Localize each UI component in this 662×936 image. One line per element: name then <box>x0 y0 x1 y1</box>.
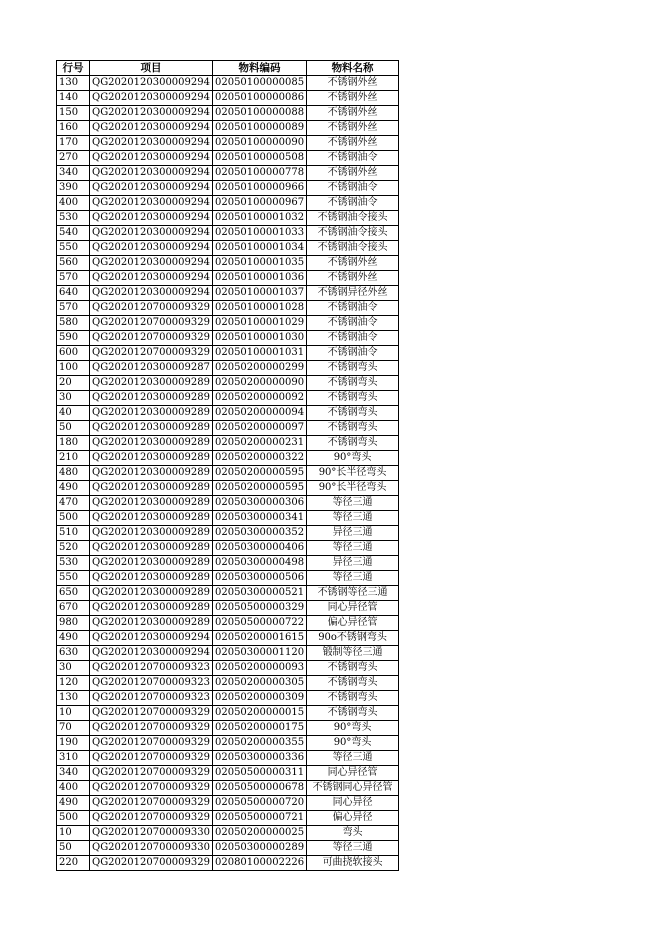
cell-material-name: 不锈钢弯头 <box>307 691 399 706</box>
cell-material-code: 02050100001030 <box>212 331 306 346</box>
cell-material-code: 02050300000336 <box>212 751 306 766</box>
table-row <box>57 601 399 616</box>
cell-line-no: 150 <box>57 106 90 121</box>
cell-line-no: 980 <box>57 616 90 631</box>
cell-project: QG2020120300009289 <box>90 496 213 511</box>
cell-project: QG2020120300009294 <box>90 256 213 271</box>
table-row <box>57 781 399 796</box>
cell-project: QG2020120300009289 <box>90 571 213 586</box>
cell-project: QG2020120700009330 <box>90 841 213 856</box>
cell-material-code: 02050300000306 <box>212 496 306 511</box>
cell-line-no: 120 <box>57 676 90 691</box>
table-row <box>57 511 399 526</box>
cell-project: QG2020120300009294 <box>90 166 213 181</box>
cell-material-code: 02050100000085 <box>212 76 306 91</box>
cell-material-code: 02050100001034 <box>212 241 306 256</box>
cell-material-code: 02050100000086 <box>212 91 306 106</box>
table-row <box>57 361 399 376</box>
cell-material-code: 02050200000355 <box>212 736 306 751</box>
table-row <box>57 616 399 631</box>
table-row <box>57 226 399 241</box>
cell-project: QG2020120700009329 <box>90 316 213 331</box>
cell-line-no: 130 <box>57 691 90 706</box>
header-line-no: 行号 <box>57 61 90 76</box>
cell-project: QG2020120300009294 <box>90 76 213 91</box>
cell-project: QG2020120700009329 <box>90 856 213 871</box>
cell-project: QG2020120300009294 <box>90 106 213 121</box>
cell-line-no: 400 <box>57 781 90 796</box>
cell-material-code: 02050300000406 <box>212 541 306 556</box>
cell-project: QG2020120700009329 <box>90 331 213 346</box>
cell-line-no: 570 <box>57 271 90 286</box>
table-row <box>57 316 399 331</box>
cell-line-no: 550 <box>57 241 90 256</box>
table-row <box>57 751 399 766</box>
table-row <box>57 856 399 871</box>
cell-line-no: 400 <box>57 196 90 211</box>
header-row <box>57 61 399 76</box>
cell-material-name: 不锈钢弯头 <box>307 406 399 421</box>
cell-material-name: 不锈钢弯头 <box>307 421 399 436</box>
cell-material-name: 不锈钢油令接头 <box>307 211 399 226</box>
table-row <box>57 451 399 466</box>
table-row <box>57 571 399 586</box>
cell-material-code: 02050100001028 <box>212 301 306 316</box>
cell-material-name: 不锈钢油令 <box>307 196 399 211</box>
cell-project: QG2020120300009289 <box>90 406 213 421</box>
cell-material-name: 同心异径管 <box>307 601 399 616</box>
header-material-name: 物料名称 <box>307 61 399 76</box>
cell-line-no: 310 <box>57 751 90 766</box>
cell-material-code: 02050500000678 <box>212 781 306 796</box>
cell-material-code: 02050200000025 <box>212 826 306 841</box>
cell-material-code: 02050100001037 <box>212 286 306 301</box>
cell-material-name: 等径三通 <box>307 751 399 766</box>
cell-project: QG2020120300009289 <box>90 601 213 616</box>
cell-material-code: 02050300000341 <box>212 511 306 526</box>
cell-material-code: 02050200000097 <box>212 421 306 436</box>
cell-material-name: 90°弯头 <box>307 451 399 466</box>
cell-project: QG2020120300009294 <box>90 151 213 166</box>
cell-material-name: 不锈钢油令 <box>307 346 399 361</box>
table-row <box>57 556 399 571</box>
cell-material-name: 不锈钢异径外丝 <box>307 286 399 301</box>
cell-material-code: 02050100001031 <box>212 346 306 361</box>
cell-line-no: 600 <box>57 346 90 361</box>
cell-project: QG2020120700009329 <box>90 781 213 796</box>
cell-material-code: 02050200000595 <box>212 481 306 496</box>
cell-line-no: 670 <box>57 601 90 616</box>
cell-project: QG2020120300009294 <box>90 196 213 211</box>
cell-line-no: 20 <box>57 376 90 391</box>
cell-material-code: 02050200000305 <box>212 676 306 691</box>
cell-project: QG2020120300009294 <box>90 646 213 661</box>
cell-line-no: 530 <box>57 556 90 571</box>
cell-material-name: 90°长半径弯头 <box>307 466 399 481</box>
cell-line-no: 220 <box>57 856 90 871</box>
cell-material-name: 不锈钢油令接头 <box>307 226 399 241</box>
table-row <box>57 271 399 286</box>
cell-project: QG2020120300009289 <box>90 421 213 436</box>
cell-project: QG2020120300009289 <box>90 481 213 496</box>
table-row <box>57 241 399 256</box>
cell-line-no: 630 <box>57 646 90 661</box>
table-row <box>57 526 399 541</box>
cell-line-no: 340 <box>57 766 90 781</box>
cell-project: QG2020120700009323 <box>90 691 213 706</box>
table-header <box>57 61 399 76</box>
cell-project: QG2020120700009329 <box>90 796 213 811</box>
cell-line-no: 180 <box>57 436 90 451</box>
cell-project: QG2020120300009294 <box>90 181 213 196</box>
table-row <box>57 196 399 211</box>
cell-line-no: 500 <box>57 511 90 526</box>
cell-project: QG2020120700009323 <box>90 676 213 691</box>
cell-line-no: 160 <box>57 121 90 136</box>
table-row <box>57 736 399 751</box>
table-body <box>57 76 399 871</box>
header-project: 项目 <box>90 61 213 76</box>
cell-project: QG2020120700009329 <box>90 721 213 736</box>
cell-project: QG2020120300009289 <box>90 541 213 556</box>
cell-line-no: 340 <box>57 166 90 181</box>
cell-line-no: 510 <box>57 526 90 541</box>
cell-material-name: 不锈钢油令 <box>307 301 399 316</box>
table-row <box>57 136 399 151</box>
cell-line-no: 100 <box>57 361 90 376</box>
cell-project: QG2020120300009289 <box>90 616 213 631</box>
table-row <box>57 796 399 811</box>
table-row <box>57 826 399 841</box>
cell-material-code: 02050100001036 <box>212 271 306 286</box>
cell-project: QG2020120300009294 <box>90 136 213 151</box>
cell-project: QG2020120300009294 <box>90 121 213 136</box>
cell-project: QG2020120700009329 <box>90 301 213 316</box>
cell-material-name: 不锈钢油令 <box>307 151 399 166</box>
cell-material-name: 等径三通 <box>307 541 399 556</box>
cell-material-name: 等径三通 <box>307 571 399 586</box>
cell-material-code: 02050200000092 <box>212 391 306 406</box>
cell-material-name: 异径三通 <box>307 556 399 571</box>
cell-material-name: 锻制等径三通 <box>307 646 399 661</box>
cell-material-name: 不锈钢外丝 <box>307 91 399 106</box>
cell-project: QG2020120300009289 <box>90 556 213 571</box>
cell-line-no: 50 <box>57 421 90 436</box>
cell-material-name: 不锈钢油令 <box>307 331 399 346</box>
cell-material-code: 02050100000778 <box>212 166 306 181</box>
table-row <box>57 391 399 406</box>
cell-material-code: 02050100000508 <box>212 151 306 166</box>
table-row <box>57 211 399 226</box>
cell-line-no: 170 <box>57 136 90 151</box>
cell-material-name: 不锈钢外丝 <box>307 76 399 91</box>
table-row <box>57 811 399 826</box>
material-table <box>56 60 399 871</box>
table-row <box>57 181 399 196</box>
cell-project: QG2020120300009294 <box>90 271 213 286</box>
cell-material-code: 02050100001035 <box>212 256 306 271</box>
cell-material-name: 不锈钢弯头 <box>307 661 399 676</box>
cell-material-code: 02050200000015 <box>212 706 306 721</box>
cell-material-code: 02050300000289 <box>212 841 306 856</box>
cell-line-no: 580 <box>57 316 90 331</box>
cell-line-no: 570 <box>57 301 90 316</box>
cell-material-code: 02050200000309 <box>212 691 306 706</box>
cell-material-name: 不锈钢外丝 <box>307 256 399 271</box>
cell-line-no: 560 <box>57 256 90 271</box>
cell-line-no: 470 <box>57 496 90 511</box>
cell-material-code: 02080100002226 <box>212 856 306 871</box>
cell-material-code: 02050100001029 <box>212 316 306 331</box>
cell-line-no: 650 <box>57 586 90 601</box>
cell-material-name: 偏心异径管 <box>307 616 399 631</box>
cell-project: QG2020120300009294 <box>90 241 213 256</box>
cell-material-name: 弯头 <box>307 826 399 841</box>
table-row <box>57 301 399 316</box>
cell-project: QG2020120300009289 <box>90 526 213 541</box>
cell-material-code: 02050200000093 <box>212 661 306 676</box>
table-row <box>57 646 399 661</box>
cell-material-name: 不锈钢外丝 <box>307 271 399 286</box>
cell-material-code: 02050300000521 <box>212 586 306 601</box>
cell-line-no: 480 <box>57 466 90 481</box>
cell-project: QG2020120300009294 <box>90 91 213 106</box>
cell-material-code: 02050100000967 <box>212 196 306 211</box>
table-row <box>57 841 399 856</box>
cell-project: QG2020120300009289 <box>90 376 213 391</box>
table-row <box>57 151 399 166</box>
table-row <box>57 76 399 91</box>
cell-line-no: 590 <box>57 331 90 346</box>
cell-material-code: 02050500000720 <box>212 796 306 811</box>
table-row <box>57 331 399 346</box>
cell-material-name: 不锈钢弯头 <box>307 436 399 451</box>
cell-line-no: 190 <box>57 736 90 751</box>
cell-material-name: 不锈钢外丝 <box>307 106 399 121</box>
cell-material-name: 不锈钢弯头 <box>307 706 399 721</box>
table-row <box>57 286 399 301</box>
cell-material-code: 02050300001120 <box>212 646 306 661</box>
table-row <box>57 421 399 436</box>
cell-project: QG2020120700009323 <box>90 661 213 676</box>
cell-material-name: 不锈钢油令 <box>307 316 399 331</box>
cell-line-no: 490 <box>57 796 90 811</box>
cell-material-code: 02050100000090 <box>212 136 306 151</box>
cell-project: QG2020120700009330 <box>90 826 213 841</box>
cell-material-name: 不锈钢油令接头 <box>307 241 399 256</box>
cell-material-name: 同心异径管 <box>307 766 399 781</box>
cell-material-name: 可曲挠软接头 <box>307 856 399 871</box>
table-row <box>57 346 399 361</box>
cell-project: QG2020120700009329 <box>90 736 213 751</box>
cell-line-no: 130 <box>57 76 90 91</box>
cell-project: QG2020120700009329 <box>90 751 213 766</box>
cell-project: QG2020120700009329 <box>90 706 213 721</box>
table-row <box>57 106 399 121</box>
cell-material-code: 02050100000089 <box>212 121 306 136</box>
table-row <box>57 586 399 601</box>
table-row <box>57 406 399 421</box>
cell-material-code: 02050200000322 <box>212 451 306 466</box>
cell-material-code: 02050500000311 <box>212 766 306 781</box>
cell-project: QG2020120300009289 <box>90 466 213 481</box>
table-row <box>57 91 399 106</box>
table-row <box>57 541 399 556</box>
table-row <box>57 676 399 691</box>
cell-material-code: 02050200000090 <box>212 376 306 391</box>
cell-material-name: 不锈钢等径三通 <box>307 586 399 601</box>
table-row <box>57 121 399 136</box>
cell-material-code: 02050100001033 <box>212 226 306 241</box>
cell-material-code: 02050500000329 <box>212 601 306 616</box>
cell-material-code: 02050200000595 <box>212 466 306 481</box>
cell-material-name: 等径三通 <box>307 841 399 856</box>
cell-material-name: 90°长半径弯头 <box>307 481 399 496</box>
cell-material-code: 02050100000088 <box>212 106 306 121</box>
cell-material-name: 不锈钢弯头 <box>307 361 399 376</box>
cell-project: QG2020120300009294 <box>90 631 213 646</box>
cell-project: QG2020120300009289 <box>90 451 213 466</box>
cell-line-no: 490 <box>57 631 90 646</box>
cell-line-no: 70 <box>57 721 90 736</box>
table-row <box>57 721 399 736</box>
cell-line-no: 40 <box>57 406 90 421</box>
cell-project: QG2020120700009329 <box>90 346 213 361</box>
cell-project: QG2020120300009289 <box>90 511 213 526</box>
cell-line-no: 520 <box>57 541 90 556</box>
cell-material-name: 异径三通 <box>307 526 399 541</box>
cell-material-code: 02050300000498 <box>212 556 306 571</box>
cell-line-no: 390 <box>57 181 90 196</box>
cell-line-no: 550 <box>57 571 90 586</box>
table-row <box>57 496 399 511</box>
table-row <box>57 376 399 391</box>
cell-material-code: 02050100000966 <box>212 181 306 196</box>
cell-line-no: 270 <box>57 151 90 166</box>
cell-line-no: 500 <box>57 811 90 826</box>
cell-material-name: 偏心异径 <box>307 811 399 826</box>
table-row <box>57 691 399 706</box>
cell-line-no: 530 <box>57 211 90 226</box>
cell-material-name: 不锈钢外丝 <box>307 121 399 136</box>
cell-line-no: 140 <box>57 91 90 106</box>
table-row <box>57 481 399 496</box>
cell-material-name: 不锈钢弯头 <box>307 391 399 406</box>
cell-line-no: 540 <box>57 226 90 241</box>
cell-material-name: 等径三通 <box>307 511 399 526</box>
cell-material-name: 90o不锈钢弯头 <box>307 631 399 646</box>
cell-material-name: 不锈钢外丝 <box>307 136 399 151</box>
cell-project: QG2020120300009294 <box>90 286 213 301</box>
cell-material-code: 02050300000352 <box>212 526 306 541</box>
cell-line-no: 10 <box>57 706 90 721</box>
cell-material-code: 02050200000299 <box>212 361 306 376</box>
cell-project: QG2020120300009287 <box>90 361 213 376</box>
cell-material-name: 不锈钢弯头 <box>307 676 399 691</box>
cell-material-code: 02050500000721 <box>212 811 306 826</box>
cell-line-no: 50 <box>57 841 90 856</box>
table-row <box>57 166 399 181</box>
table-row <box>57 256 399 271</box>
cell-material-name: 不锈钢弯头 <box>307 376 399 391</box>
header-material-code: 物料编码 <box>212 61 306 76</box>
cell-material-code: 02050200000231 <box>212 436 306 451</box>
cell-material-code: 02050200000094 <box>212 406 306 421</box>
table-row <box>57 706 399 721</box>
cell-line-no: 30 <box>57 661 90 676</box>
cell-project: QG2020120300009289 <box>90 391 213 406</box>
cell-material-code: 02050200001615 <box>212 631 306 646</box>
cell-line-no: 640 <box>57 286 90 301</box>
cell-material-name: 不锈钢外丝 <box>307 166 399 181</box>
cell-material-code: 02050300000506 <box>212 571 306 586</box>
cell-material-name: 同心异径 <box>307 796 399 811</box>
cell-project: QG2020120300009294 <box>90 211 213 226</box>
table-row <box>57 661 399 676</box>
cell-material-name: 90°弯头 <box>307 736 399 751</box>
cell-project: QG2020120300009289 <box>90 586 213 601</box>
table-row <box>57 766 399 781</box>
cell-material-code: 02050200000175 <box>212 721 306 736</box>
cell-material-name: 等径三通 <box>307 496 399 511</box>
cell-line-no: 490 <box>57 481 90 496</box>
cell-project: QG2020120300009294 <box>90 226 213 241</box>
cell-line-no: 10 <box>57 826 90 841</box>
cell-material-name: 90°弯头 <box>307 721 399 736</box>
cell-line-no: 210 <box>57 451 90 466</box>
cell-material-name: 不锈钢同心异径管 <box>307 781 399 796</box>
cell-material-code: 02050100001032 <box>212 211 306 226</box>
table-row <box>57 436 399 451</box>
cell-project: QG2020120700009329 <box>90 766 213 781</box>
table-row <box>57 466 399 481</box>
cell-material-name: 不锈钢油令 <box>307 181 399 196</box>
cell-line-no: 30 <box>57 391 90 406</box>
cell-project: QG2020120700009329 <box>90 811 213 826</box>
cell-project: QG2020120300009289 <box>90 436 213 451</box>
table-row <box>57 631 399 646</box>
cell-material-code: 02050500000722 <box>212 616 306 631</box>
